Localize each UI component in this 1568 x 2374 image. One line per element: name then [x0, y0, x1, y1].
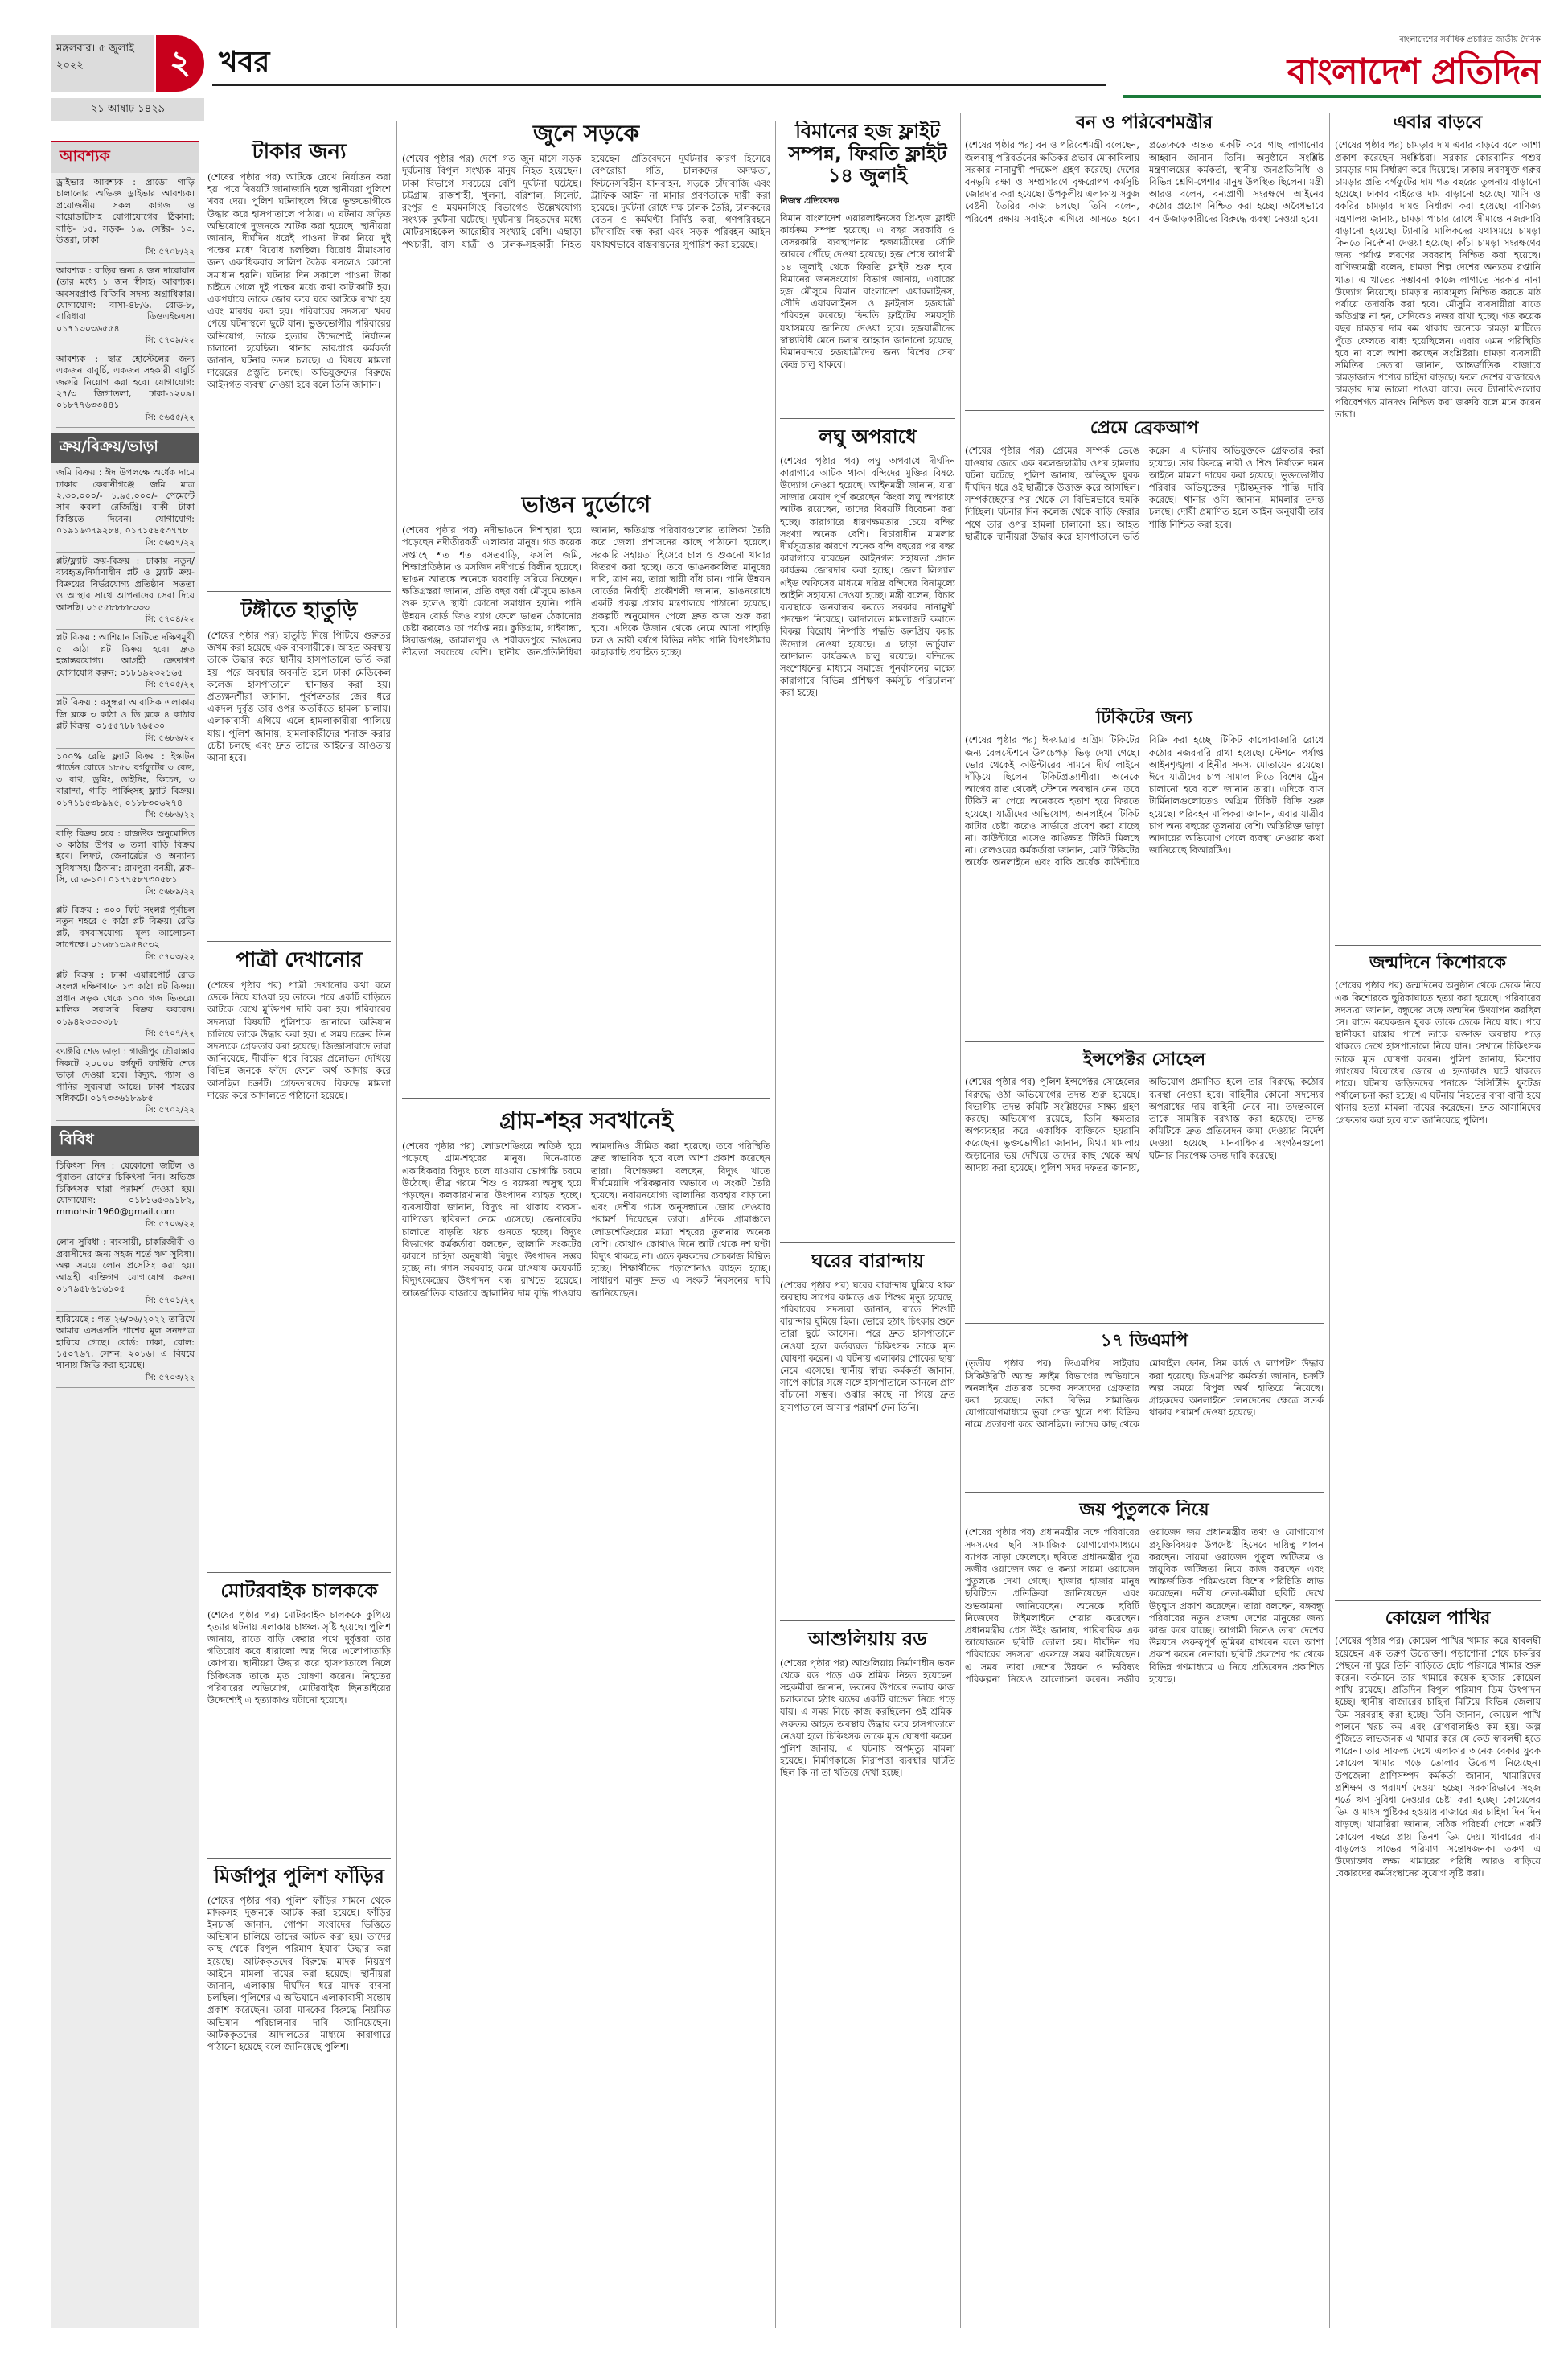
- article-body: (শেষের পৃষ্ঠার পর) লোডশেডিংয়ে অতিষ্ঠ হয়ে পড়েছে গ্রাম-শহরের মানুষ। দিনে-রাতে একাধিকবার বিদ্যুৎ চলে যাওয়ায় ভোগান্তি চরমে উঠেছে। তীব্র গরমে শিশু ও বয়স্করা অসুস্থ হয়ে পড়ছেন। কলকারখানার উৎপাদন ব্যাহত হচ্ছে। ব্যবসায়ীরা জানান, বিদ্যুৎ না থাকায় ব্যবসা-বাণিজ্যে স্থবিরতা নেমে এসেছে। জেনারেটর চালাতে বাড়তি খরচ গুনতে হচ্ছে। বিদ্যুৎ বিভাগের কর্মকর্তারা বলছেন, জ্বালানি সংকটের কারণে চাহিদা অনুযায়ী বিদ্যুৎ উৎপাদন সম্ভব হচ্ছে না। গ্যাস সরবরাহ কমে যাওয়ায় কয়েকটি বিদ্যুৎকেন্দ্রের উৎপাদন বন্ধ রাখতে হয়েছে। আন্তর্জাতিক বাজারে জ্বালানির দাম বৃদ্ধি পাওয়ায় আমদানিও সীমিত করা হয়েছে। তবে পরিস্থিতি দ্রুত স্বাভাবিক হবে বলে আশা প্রকাশ করেছেন তারা। বিশেষজ্ঞরা বলছেন, বিদ্যুৎ খাতে দীর্ঘমেয়াদি পরিকল্পনার অভাবে এ সংকট তৈরি হয়েছে। নবায়নযোগ্য জ্বালানির ব্যবহার বাড়ানো এবং দেশীয় গ্যাস অনুসন্ধানে জোর দেওয়ার পরামর্শ দিয়েছেন তারা। এদিকে গ্রামাঞ্চলে লোডশেডিংয়ের মাত্রা শহরের তুলনায় অনেক বেশি। কোথাও কোথাও দিনে আট থেকে দশ ঘণ্টা বিদ্যুৎ থাকছে না। এতে কৃষকদের সেচকাজ বিঘ্নিত হচ্ছে। শিক্ষার্থীদের পড়াশোনাও ব্যাহত হচ্ছে। সাধারণ মানুষ দ্রুত এ সংকট নিরসনের দাবি জানিয়েছেন।: [402, 1140, 770, 1299]
- classified-text: চিকিৎসা নিন : যেকোনো জটিল ও পুরাতন রোগের চিকিৎসা নিন। অভিজ্ঞ চিকিৎসক দ্বারা পরামর্শ দেওয়া হয়। যোগাযোগ: ০১৮১৬৫৩৯১৮২, mmohsin1960@gmail.com: [56, 1160, 195, 1218]
- headline: জুনে সড়কে: [532, 121, 640, 146]
- classified-code: সি: ৫৬৫৫/২২: [145, 412, 195, 422]
- article-body: (শেষের পৃষ্ঠার পর) পুলিশ ফাঁড়ির সামনে থেকে মাদকসহ দুজনকে আটক করা হয়েছে। ফাঁড়ির ইনচার্জ জানান, গোপন সংবাদের ভিত্তিতে অভিযান চালিয়ে তাদের আটক করা হয়। তাদের কাছ থেকে বিপুল পরিমাণ ইয়াবা উদ্ধার করা হয়েছে। আটককৃতদের বিরুদ্ধে মাদক নিয়ন্ত্রণ আইনে মামলা দায়ের করা হয়েছে। স্থানীয়রা জানান, এলাকায় দীর্ঘদিন ধরে মাদক ব্যবসা চলছিল। পুলিশের এ অভিযানে এলাকাবাসী সন্তোষ প্রকাশ করেছেন। তারা মাদকের বিরুদ্ধে নিয়মিত অভিযান পরিচালনার দাবি জানিয়েছেন। আটককৃতদের আদালতের মাধ্যমে কারাগারে পাঠানো হয়েছে বলে জানিয়েছে পুলিশ।: [207, 1894, 391, 2053]
- classified-code: সি: ৫৬৮৬/২২: [145, 733, 195, 743]
- classifieds-buysell-list: [56, 465, 195, 1121]
- article-body: (শেষের পৃষ্ঠার পর) বন ও পরিবেশমন্ত্রী বলেছেন, জলবায়ু পরিবর্তনের ক্ষতিকর প্রভাব মোকাবিলায় সরকার নানামুখী পদক্ষেপ গ্রহণ করেছে। দেশের বনভূমি রক্ষা ও সম্প্রসারণে বৃক্ষরোপণ কর্মসূচি জোরদার করা হয়েছে। উপকূলীয় এলাকায় সবুজ বেষ্টনী তৈরির কাজ চলছে। তিনি বলেন, পরিবেশ রক্ষায় সবাইকে এগিয়ে আসতে হবে। প্রত্যেককে অন্তত একটি করে গাছ লাগানোর আহ্বান জানান তিনি। অনুষ্ঠানে সংশ্লিষ্ট মন্ত্রণালয়ের কর্মকর্তা, স্থানীয় জনপ্রতিনিধি ও বিভিন্ন শ্রেণি-পেশার মানুষ উপস্থিত ছিলেন। মন্ত্রী আরও বলেন, বন্যপ্রাণী সংরক্ষণে আইনের কঠোর প্রয়োগ নিশ্চিত করা হচ্ছে। অবৈধভাবে বন উজাড়কারীদের বিরুদ্ধে ব্যবস্থা নেওয়া হবে।: [965, 139, 1324, 224]
- article-mirzapur: [207, 1866, 391, 2328]
- classified-code: সি: ৫৭০৩/২২: [145, 951, 195, 962]
- classified-text: আবশ্যক : ছাত্র হোস্টেলের জন্য একজন বাবুর্চি, একজন সহকারী বাবুর্চি জরুরি নিয়োগ করা হবে। যোগাযোগ: ২৭/৩ জিগাতলা, ঢাকা-১২০৯। ০১৮৭৭৬৩৩৪৪১: [56, 353, 195, 411]
- article-body: (শেষের পৃষ্ঠার পর) ঘরের বারান্দায় ঘুমিয়ে থাকা অবস্থায় সাপের কামড়ে এক শিশুর মৃত্যু হয়েছে। পরিবারের সদস্যরা জানান, রাতে শিশুটি বারান্দায় ঘুমিয়ে ছিল। ভোরে হঠাৎ চিৎকার শুনে তারা ছুটে আসেন। পরে দ্রুত হাসপাতালে নেওয়া হলে কর্তব্যরত চিকিৎসক তাকে মৃত ঘোষণা করেন। এ ঘটনায় এলাকায় শোকের ছায়া নেমে এসেছে। স্থানীয় স্বাস্থ্য কর্মকর্তা জানান, সাপে কাটার সঙ্গে সঙ্গে হাসপাতালে আনলে প্রাণ বাঁচানো সম্ভব। ওঝার কাছে না গিয়ে দ্রুত হাসপাতালে আসার পরামর্শ দেন তিনি।: [780, 1279, 955, 1413]
- article-dmp: [965, 1331, 1324, 1488]
- column-rule: [396, 121, 397, 2328]
- headline: পাত্রী দেখানোর: [236, 949, 363, 972]
- classified-text: প্লট বিক্রয় : ঢাকা এয়ারপোর্ট রোড সংলগ্ন দক্ষিণখানে ১৩ কাঠা প্লট বিক্রয়। প্রধান সড়ক থেকে ১০০ গজ ভিতরে। মালিক সরাসরি বিক্রয় করবেন। ০১৯৪২৩৩৩৩৮৮: [56, 969, 195, 1027]
- divider: [1335, 945, 1541, 946]
- headline: ১৭ ডিএমপি: [1100, 1331, 1188, 1351]
- classified-text: জমি বিক্রয় : ঈদ উপলক্ষে অর্ধেক দামে ঢাকার কেরানীগঞ্জে জমি মাত্র ২,৩০,০০০/- ১,৯৫,০০০/- পেমেন্টে সাব কবলা রেজিস্ট্রি। বাকী টাকা কিস্তিতে দিবেন। যোগাযোগ: ০১৯১৬৩৭৯২৮৪, ০১৭১৫৪৫৩৭৭৮: [56, 467, 195, 536]
- column-rule: [1329, 113, 1330, 2328]
- article-body: (শেষের পৃষ্ঠার পর) দেশে গত জুন মাসে সড়ক দুর্ঘটনায় বিপুল সংখ্যক মানুষ নিহত হয়েছেন। ঢাকা বিভাগে সবচেয়ে বেশি দুর্ঘটনা ঘটেছে। চট্টগ্রাম, রাজশাহী, খুলনা, বরিশাল, সিলেট, রংপুর ও ময়মনসিংহ বিভাগেও উল্লেখযোগ্য সংখ্যক দুর্ঘটনা ঘটেছে। দুর্ঘটনায় নিহতদের মধ্যে মোটরসাইকেল আরোহীর সংখ্যাই বেশি। এছাড়া পথচারী, বাস যাত্রী ও চালক-সহকারী নিহত হয়েছেন। প্রতিবেদনে দুর্ঘটনার কারণ হিসেবে বেপরোয়া গতি, চালকদের অদক্ষতা, ফিটনেসবিহীন যানবাহন, সড়কে চাঁদাবাজি এবং ট্রাফিক আইন না মানার প্রবণতাকে দায়ী করা হয়েছে। দুর্ঘটনা রোধে দক্ষ চালক তৈরি, চালকদের বেতন ও কর্মঘণ্টা নির্দিষ্ট করা, গণপরিবহনে চাঁদাবাজি বন্ধ করা এবং সড়ক পরিবহন আইন যথাযথভাবে বাস্তবায়নের সুপারিশ করা হয়েছে।: [402, 153, 770, 250]
- headline: বন ও পরিবেশমন্ত্রীর: [1075, 113, 1213, 133]
- article-body: (শেষের পৃষ্ঠার পর) হাতুড়ি দিয়ে পিটিয়ে গুরুতর জখম করা হয়েছে এক ব্যবসায়ীকে। আহত অবস্থায় তাকে উদ্ধার করে স্থানীয় হাসপাতালে ভর্তি করা হয়। পরে অবস্থার অবনতি হলে ঢাকা মেডিকেল কলেজ হাসপাতালে স্থানান্তর করা হয়। প্রত্যক্ষদর্শীরা জানান, পূর্বশত্রুতার জের ধরে একদল দুর্বৃত্ত তার ওপর অতর্কিতে হামলা চালায়। এলাকাবাসী এগিয়ে এলে হামলাকারীরা পালিয়ে যায়। পুলিশ জানায়, হামলাকারীদের শনাক্ত করার চেষ্টা চলছে এবং দ্রুত তাদের আইনের আওতায় আনা হবে।: [207, 629, 391, 763]
- article-body: (শেষের পৃষ্ঠার পর) জন্মদিনের অনুষ্ঠান থেকে ডেকে নিয়ে এক কিশোরকে ছুরিকাঘাতে হত্যা করা হয়েছে। পরিবারের সদস্যরা জানান, বন্ধুদের সঙ্গে জন্মদিন উদযাপন করছিল সে। রাতে কয়েকজন যুবক তাকে ডেকে নিয়ে যায়। পরে স্থানীয়রা রাস্তার পাশে তাকে রক্তাক্ত অবস্থায় পড়ে থাকতে দেখে হাসপাতালে নিয়ে যান। সেখানে চিকিৎসক তাকে মৃত ঘোষণা করেন। পুলিশ জানায়, কিশোর গ্যাংয়ের বিরোধের জেরে এ হত্যাকাণ্ড ঘটে থাকতে পারে। ঘটনায় জড়িতদের শনাক্তে সিসিটিভি ফুটেজ পর্যালোচনা করা হচ্ছে। এ ঘটনায় নিহতের বাবা বাদী হয়ে থানায় হত্যা মামলা দায়ের করেছেন। দ্রুত আসামিদের গ্রেফতার করা হবে বলে জানিয়েছে পুলিশ।: [1335, 980, 1541, 1126]
- classified-text: প্লট/ফ্ল্যাট ক্রয়-বিক্রয় : ঢাকায় নতুন/ব্যবহৃত/নির্মাণাধীন প্লট ও ফ্ল্যাট ক্রয়-বিক্রয়ের নির্ভরযোগ্য প্রতিষ্ঠান। সততা ও আস্থার সাথে আপনাদের সেবা দিয়ে আসছি। ০১৫৫৮৮৮৮৩৩৩: [56, 555, 195, 613]
- article-patri: [207, 949, 391, 1568]
- classified-item: [56, 351, 195, 428]
- divider: [207, 941, 391, 942]
- byline: নিজস্ব প্রতিবেদক: [780, 195, 839, 206]
- classifieds-column: [51, 141, 199, 2328]
- classified-code: সি: ৫৭০৩/২২: [145, 1372, 195, 1382]
- classified-code: সি: ৫৭০৯/২২: [145, 335, 195, 346]
- divider: [1335, 1600, 1541, 1601]
- headline: এবার বাড়বে: [1393, 113, 1483, 133]
- classified-code: সি: ৫৭০৬/২২: [145, 1218, 195, 1229]
- article-laghu: [780, 426, 955, 1238]
- classified-item: [56, 1312, 195, 1388]
- classified-item: [56, 826, 195, 902]
- classifieds-wanted-list: [56, 175, 195, 428]
- classified-text: আবশ্যক : বাড়ির জন্য ৪ জন দারোয়ান (তার মধ্যে ১ জন স্বীসহ) আবশ্যক। অবসরপ্রাপ্ত বিজিবি সদস্য অগ্রাধিকার। যোগাযোগ: বাসা-৪৮/৬, রোড-৮, বারিধারা ডিওএইচএস। ০১৭১৩০৩৬৫৫৪: [56, 265, 195, 334]
- headline: গ্রাম-শহর সবখানেই: [499, 1108, 673, 1134]
- article-bon: [965, 113, 1324, 406]
- headline: ঘরের বারান্দায়: [811, 1251, 925, 1272]
- page-number-badge: [156, 35, 204, 92]
- divider: [207, 591, 391, 592]
- classified-text: ফ্যাক্টরি শেড ভাড়া : গাজীপুর চৌরাস্তার নিকটে ২০০০০ বর্গফুট ফ্যাক্টরি শেড ভাড়া দেওয়া হবে। বিদ্যুৎ, গ্যাস ও পানির সুব্যবস্থা আছে। ঢাকা শহরের সন্নিকটে। ০১৭৩৩৬১৮৯৮৫: [56, 1046, 195, 1104]
- headline: বিমানের হজ ফ্লাইট সম্পন্ন, ফিরতি ফ্লাইট ১৪ জুলাই: [788, 121, 947, 187]
- article-joy: [965, 1500, 1324, 2328]
- classified-code: সি: ৫৭০১/২২: [145, 1296, 195, 1306]
- divider: [965, 1041, 1324, 1042]
- header-rule: [212, 84, 1106, 86]
- headline: আশুলিয়ায় রড: [808, 1629, 927, 1650]
- article-tongi: [207, 599, 391, 937]
- headline: টাকার জন্য: [252, 141, 347, 164]
- headline: টঙ্গীতে হাতুড়ি: [240, 599, 358, 622]
- masthead: [51, 34, 1541, 122]
- classified-item: [56, 749, 195, 825]
- classified-text: ১০০% রেডি ফ্ল্যাট বিক্রয় : ইস্কাটন গার্ডেন রোডে ১৮৫০ বর্গফুটের ৩ বেড, ৩ বাথ, ড্রয়িং, ডাইনিং, কিচেন, ৩ বারান্দা, গাড়ি পার্কিংসহ ফ্ল্যাট বিক্রয়। ০১৭১১৫৩৮৯৯৫, ০১৮৮৩০৬২৭৪: [56, 751, 195, 808]
- article-body: (শেষের পৃষ্ঠার পর) আটকে রেখে নির্যাতন করা হয়। পরে বিষয়টি জানাজানি হলে স্থানীয়রা পুলিশে খবর দেয়। পুলিশ ঘটনাস্থলে গিয়ে ভুক্তভোগীকে উদ্ধার করে হাসপাতালে পাঠায়। এ ঘটনায় জড়িত অভিযোগে দুজনকে আটক করা হয়েছে। স্থানীয়রা জানান, দীর্ঘদিন ধরেই পাওনা টাকা নিয়ে দুই পক্ষের মধ্যে বিরোধ চলছিল। বিরোধ মীমাংসার জন্য একাধিকবার সালিশ বৈঠক বসলেও কোনো সমাধান হয়নি। ঘটনার দিন সকালে পাওনা টাকা চাইতে গেলে দুই পক্ষের মধ্যে কথা কাটাকাটি হয়। একপর্যায়ে তাকে জোর করে ঘরে আটকে রাখা হয় এবং মারধর করা হয়। পরিবারের সদস্যরা খবর পেয়ে ঘটনাস্থলে ছুটে যান। ভুক্তভোগীর পরিবারের অভিযোগ, তাকে হত্যার উদ্দেশ্যেই নির্যাতন চালানো হয়েছিল। থানার ভারপ্রাপ্ত কর্মকর্তা জানান, ঘটনার তদন্ত চলছে। এ বিষয়ে মামলা দায়েরের প্রস্তুতি চলছে। অভিযুক্তদের বিরুদ্ধে আইনগত ব্যবস্থা নেওয়া হবে বলে তিনি জানান।: [207, 170, 391, 391]
- headline: প্রেমে ব্রেকআপ: [1090, 418, 1199, 438]
- divider: [207, 1858, 391, 1859]
- classified-item: [56, 263, 195, 351]
- headline: ভাঙন দুর্ভোগে: [521, 492, 651, 518]
- article-body: (শেষের পৃষ্ঠার পর) পুলিশ ইন্সপেক্টর সোহেলের বিরুদ্ধে ওঠা অভিযোগের তদন্ত শুরু হয়েছে। বিভাগীয় তদন্ত কমিটি সংশ্লিষ্টদের সাক্ষ্য গ্রহণ করছে। অভিযোগ রয়েছে, তিনি ক্ষমতার অপব্যবহার করে একাধিক ব্যক্তিকে হয়রানি করেছেন। ভুক্তভোগীরা জানান, মিথ্যা মামলায় জড়ানোর ভয় দেখিয়ে তাদের কাছ থেকে অর্থ আদায় করা হয়েছে। পুলিশ সদর দফতর জানায়, অভিযোগ প্রমাণিত হলে তার বিরুদ্ধে কঠোর ব্যবস্থা নেওয়া হবে। বাহিনীর কোনো সদস্যের অপরাধের দায় বাহিনী নেবে না। তদন্তকালে তাকে সাময়িক বরখাস্ত করা হয়েছে। তদন্ত কমিটিকে দ্রুত প্রতিবেদন জমা দেওয়ার নির্দেশ দেওয়া হয়েছে। মানবাধিকার সংগঠনগুলো ঘটনার নিরপেক্ষ তদন্ত দাবি করেছে।: [965, 1076, 1324, 1173]
- article-takar: [207, 141, 391, 587]
- article-body: (শেষের পৃষ্ঠার পর) মোটরবাইক চালককে কুপিয়ে হত্যার ঘটনায় এলাকায় চাঞ্চল্য সৃষ্টি হয়েছে। পুলিশ জানায়, রাতে বাড়ি ফেরার পথে দুর্বৃত্তরা তার গতিরোধ করে ধারালো অস্ত্র দিয়ে এলোপাতাড়ি কোপায়। স্থানীয়রা উদ্ধার করে হাসপাতালে নিলে চিকিৎসক তাকে মৃত ঘোষণা করেন। নিহতের পরিবারের অভিযোগ, মোটরবাইক ছিনতাইয়ের উদ্দেশ্যেই এ হত্যাকাণ্ড ঘটানো হয়েছে।: [207, 1608, 391, 1707]
- brand-underline: [1123, 95, 1541, 98]
- article-ticket: [965, 708, 1324, 1037]
- headline: জয় পুতুলকে নিয়ে: [1079, 1500, 1209, 1520]
- headline: লঘু অপরাধে: [819, 426, 917, 448]
- article-body: (শেষের পৃষ্ঠার পর) নদীভাঙনে দিশাহারা হয়ে পড়েছেন নদীতীরবর্তী এলাকার মানুষ। গত কয়েক সপ্তাহে শত শত বসতবাড়ি, ফসলি জমি, শিক্ষাপ্রতিষ্ঠান ও মসজিদ নদীগর্ভে বিলীন হয়েছে। ভাঙন আতঙ্কে অনেকে ঘরবাড়ি সরিয়ে নিচ্ছেন। ক্ষতিগ্রস্তরা জানান, প্রতি বছর বর্ষা মৌসুমে ভাঙন শুরু হলেও স্থায়ী কোনো সমাধান হয়নি। পানি উন্নয়ন বোর্ড জিও ব্যাগ ফেলে ভাঙন ঠেকানোর চেষ্টা করলেও তা পর্যাপ্ত নয়। কুড়িগ্রাম, গাইবান্ধা, সিরাজগঞ্জ, জামালপুর ও শরীয়তপুরে ভাঙনের তীব্রতা সবচেয়ে বেশি। স্থানীয় জনপ্রতিনিধিরা জানান, ক্ষতিগ্রস্ত পরিবারগুলোর তালিকা তৈরি করে জেলা প্রশাসনের কাছে পাঠানো হয়েছে। সরকারি সহায়তা হিসেবে চাল ও শুকনো খাবার বিতরণ করা হচ্ছে। তবে ভাঙনকবলিত মানুষের দাবি, ত্রাণ নয়, তারা স্থায়ী বাঁধ চান। পানি উন্নয়ন বোর্ডের নির্বাহী প্রকৌশলী জানান, ভাঙনরোধে একটি প্রকল্প প্রস্তাব মন্ত্রণালয়ে পাঠানো হয়েছে। প্রকল্পটি অনুমোদন পেলে দ্রুত কাজ শুরু করা হবে। এদিকে উজান থেকে নেমে আসা পাহাড়ি ঢল ও ভারী বর্ষণে বিভিন্ন নদীর পানি বিপৎসীমার কাছাকাছি প্রবাহিত হচ্ছে।: [402, 524, 770, 659]
- classifieds-misc-list: [56, 1158, 195, 1388]
- headline: ইন্সপেক্টর সোহেল: [1082, 1049, 1206, 1070]
- article-body: বিমান বাংলাদেশ এয়ারলাইনসের প্রি-হজ ফ্লাইট কার্যক্রম সম্পন্ন হয়েছে। এ বছর সরকারি ও বেসরকারি ব্যবস্থাপনায় হজযাত্রীদের সৌদি আরবে পৌঁছে দেওয়া হয়েছে। হজ শেষে আগামী ১৪ জুলাই থেকে ফিরতি ফ্লাইট শুরু হবে। বিমানের জনসংযোগ বিভাগ জানায়, এবারের হজ মৌসুমে বিমান বাংলাদেশ এয়ারলাইনস, সৌদি এয়ারলাইনস ও ফ্লাইনাস হজযাত্রী পরিবহন করেছে। ফিরতি ফ্লাইটের সময়সূচি যথাসময়ে জানিয়ে দেওয়া হবে। হজযাত্রীদের স্বাস্থ্যবিধি মেনে চলার আহ্বান জানানো হয়েছে। বিমানবন্দরে হজযাত্রীদের জন্য বিশেষ সেবা কেন্দ্র চালু থাকবে।: [780, 212, 955, 371]
- headline: জন্মদিনে কিশোরকে: [1369, 953, 1507, 973]
- article-body: (শেষের পৃষ্ঠার পর) চামড়ার দাম এবার বাড়বে বলে আশা প্রকাশ করেছেন সংশ্লিষ্টরা। সরকার কোরবানির পশুর চামড়ার দাম নির্ধারণ করে দিয়েছে। ঢাকায় লবণযুক্ত গরুর চামড়ার প্রতি বর্গফুটের দাম গত বছরের তুলনায় বাড়ানো হয়েছে। ঢাকার বাইরেও দাম বাড়ানো হয়েছে। খাসি ও বকরির চামড়ার দামও নির্ধারণ করা হয়েছে। বাণিজ্য মন্ত্রণালয় জানায়, চামড়া পাচার রোধে সীমান্তে নজরদারি বাড়ানো হয়েছে। ট্যানারি মালিকদের যথাসময়ে চামড়া কিনতে নির্দেশনা দেওয়া হয়েছে। কাঁচা চামড়া সংরক্ষণের জন্য পর্যাপ্ত লবণের সরবরাহ নিশ্চিত করা হয়েছে। বাণিজ্যমন্ত্রী বলেন, চামড়া শিল্প দেশের অন্যতম রপ্তানি খাত। এ খাতের সম্ভাবনা কাজে লাগাতে সরকার নানা উদ্যোগ নিয়েছে। চামড়ার ন্যায্যমূল্য নিশ্চিত করতে মাঠ পর্যায়ে তদারকি করা হবে। মৌসুমি ব্যবসায়ীরা যাতে ক্ষতিগ্রস্ত না হন, সেদিকেও নজর রাখা হচ্ছে। গত কয়েক বছর চামড়ার দাম কম থাকায় অনেকে চামড়া মাটিতে পুঁতে ফেলতে বাধ্য হয়েছিলেন। এবার এমন পরিস্থিতি হবে না বলে আশা করছেন সংশ্লিষ্টরা। চামড়া ব্যবসায়ী সমিতির নেতারা জানান, আন্তর্জাতিক বাজারে চামড়াজাত পণ্যের চাহিদা বাড়ছে। ফলে দেশের বাজারেও চামড়ার দাম ভালো পাওয়া যাবে। তবে ট্যানারিগুলোর পরিবেশগত মানদণ্ড নিশ্চিত করা জরুরি বলে মনে করেন তারা।: [1335, 139, 1541, 420]
- classified-item: [56, 967, 195, 1044]
- headline: মোটরবাইক চালককে: [220, 1580, 378, 1602]
- classified-text: ড্রাইভার আবশ্যক : প্রাডো গাড়ি চালানোর অভিজ্ঞ ড্রাইভার আবশ্যক। প্রয়োজনীয় সকল কাগজ ও বায়োডাটাসহ যোগাযোগের ঠিকানা: বাড়ি- ১৫, সড়ক- ১৯, সেক্টর- ১৩, উত্তরা, ঢাকা।: [56, 177, 195, 246]
- article-body: (তৃতীয় পৃষ্ঠার পর) ডিএমপির সাইবার সিকিউরিটি অ্যান্ড ক্রাইম বিভাগের অভিযানে অনলাইন প্রতারক চক্রের সদস্যদের গ্রেফতার করা হয়েছে। তারা বিভিন্ন সামাজিক যোগাযোগমাধ্যমে ভুয়া পেজ খুলে পণ্য বিক্রির নামে প্রতারণা করে আসছিল। তাদের কাছ থেকে মোবাইল ফোন, সিম কার্ড ও ল্যাপটপ উদ্ধার করা হয়েছে। ডিএমপির কর্মকর্তা জানান, চক্রটি অল্প সময়ে বিপুল অর্থ হাতিয়ে নিয়েছে। গ্রাহকদের অনলাইনে লেনদেনের ক্ষেত্রে সতর্ক থাকার পরামর্শ দেওয়া হয়েছে।: [965, 1357, 1324, 1431]
- divider: [965, 410, 1324, 411]
- article-june: [402, 121, 770, 474]
- headline: কোয়েল পাখির: [1385, 1608, 1491, 1629]
- classified-code: সি: ৫৬৮৯/২২: [145, 886, 195, 897]
- divider: [780, 418, 955, 419]
- headline: টিকিটের জন্য: [1096, 708, 1192, 728]
- date-box: [51, 35, 154, 92]
- section-title: খবর: [219, 46, 270, 79]
- divider: [965, 1323, 1324, 1324]
- classified-text: লোন সুবিধা : ব্যবসায়ী, চাকরিজীবী ও প্রবাসীদের জন্য সহজ শর্তে ঋণ সুবিধা। অল্প সময়ে লোন প্রসেসিং করা হয়। আগ্রহী ব্যক্তিগণ যোগাযোগ করুন। ০১৭৯৫৮৬১৬১০৫: [56, 1237, 195, 1294]
- brand-logo: বাংলাদেশ প্রতিদিন: [1287, 51, 1541, 92]
- classified-heading-wanted: আবশ্যক: [51, 141, 199, 173]
- classified-text: প্লট বিক্রয় : ৩০০ ফিট সংলগ্ন পূর্বাচল নতুন শহরে ৫ কাঠা প্লট বিক্রয়। রেডি প্লট, বসবাসযোগ্য। মূল্য আলোচনা সাপেক্ষে। ০১৬৮১৩৯৫৪৫৩২: [56, 904, 195, 951]
- classified-code: সি: ৫৭০২/২২: [145, 1105, 195, 1115]
- brand-tagline: বাংলাদেশের সর্বাধিক প্রচারিত জাতীয় দৈনিক: [1399, 35, 1541, 44]
- classified-code: সি: ৫৭০৭/২২: [145, 1029, 195, 1038]
- article-body: (শেষের পৃষ্ঠার পর) পাত্রী দেখানোর কথা বলে ডেকে নিয়ে যাওয়া হয় তাকে। পরে একটি বাড়িতে আটকে রেখে মুক্তিপণ দাবি করা হয়। পরিবারের সদস্যরা বিষয়টি পুলিশকে জানালে অভিযান চালিয়ে তাকে উদ্ধার করা হয়। এ সময় চক্রের তিন সদস্যকে গ্রেফতার করা হয়েছে। জিজ্ঞাসাবাদে তারা জানিয়েছে, দীর্ঘদিন ধরে বিয়ের প্রলোভন দেখিয়ে বিভিন্ন জনকে ফাঁদে ফেলে অর্থ আদায় করে আসছিল চক্রটি। গ্রেফতারদের বিরুদ্ধে মামলা দায়ের করে আদালতে পাঠানো হয়েছে।: [207, 979, 391, 1101]
- date-line: মঙ্গলবার। ৫ জুলাই ২০২২: [56, 43, 134, 72]
- article-bhangan: [402, 492, 770, 1087]
- column-rule: [960, 113, 961, 2328]
- classified-item: [56, 553, 195, 630]
- article-body: (শেষের পৃষ্ঠার পর) ঈদযাত্রার অগ্রিম টিকিটের জন্য রেলস্টেশনে উপচেপড়া ভিড় দেখা গেছে। ভোর থেকেই কাউন্টারের সামনে দীর্ঘ লাইনে দাঁড়িয়ে ছিলেন টিকিটপ্রত্যাশীরা। অনেকে আগের রাত থেকেই স্টেশনে অবস্থান নেন। তবে টিকিট না পেয়ে অনেককে হতাশ হয়ে ফিরতে হয়েছে। যাত্রীদের অভিযোগ, অনলাইনে টিকিট কাটার চেষ্টা করেও সার্ভারে প্রবেশ করা যাচ্ছে না। কাউন্টারে এসেও কাঙ্ক্ষিত টিকিট মিলছে না। রেলওয়ের কর্মকর্তারা জানান, মোট টিকিটের অর্ধেক অনলাইনে এবং বাকি অর্ধেক কাউন্টারে বিক্রি করা হচ্ছে। টিকিট কালোবাজারি রোধে কঠোর নজরদারি রাখা হয়েছে। স্টেশনে পর্যাপ্ত আইনশৃঙ্খলা বাহিনীর সদস্য মোতায়েন রয়েছে। ঈদে যাত্রীদের চাপ সামাল দিতে বিশেষ ট্রেন চালানো হবে বলে জানান তারা। এদিকে বাস টার্মিনালগুলোতেও অগ্রিম টিকিট বিক্রি শুরু হয়েছে। পরিবহন মালিকরা জানান, এবার যাত্রীর চাপ অন্য বছরের তুলনায় বেশি। অতিরিক্ত ভাড়া আদায়ের অভিযোগ পেলে ব্যবস্থা নেওয়ার কথা জানিয়েছে বিআরটিএ।: [965, 734, 1324, 869]
- classified-code: সি: ৫৬৮৬/২২: [145, 810, 195, 820]
- classified-item: [56, 630, 195, 695]
- article-ebar: [1335, 113, 1541, 941]
- article-body: (শেষের পৃষ্ঠার পর) আশুলিয়ায় নির্মাণাধীন ভবন থেকে রড পড়ে এক শ্রমিক নিহত হয়েছেন। সহকর্মীরা জানান, ভবনের উপরের তলায় কাজ চলাকালে হঠাৎ রডের একটি বান্ডেল নিচে পড়ে যায়। এ সময় নিচে কাজ করছিলেন ওই শ্রমিক। গুরুতর আহত অবস্থায় উদ্ধার করে হাসপাতালে নেওয়া হলে চিকিৎসক তাকে মৃত ঘোষণা করেন। পুলিশ জানায়, এ ঘটনায় অপমৃত্যু মামলা হয়েছে। নির্মাণকাজে নিরাপত্তা ব্যবস্থার ঘাটতি ছিল কি না তা খতিয়ে দেখা হচ্ছে।: [780, 1657, 955, 1779]
- article-jonmo: [1335, 953, 1541, 1596]
- article-preme: [965, 418, 1324, 696]
- divider: [780, 1242, 955, 1243]
- article-motor: [207, 1580, 391, 1854]
- article-gram: [402, 1108, 770, 2328]
- classified-item: [56, 175, 195, 263]
- classified-item: [56, 902, 195, 967]
- classified-text: প্লট বিক্রয় : আশিয়ান সিটিতে দক্ষিণমুখী ৫ কাঠা প্লট বিক্রয় হবে। দ্রুত হস্তান্তরযোগ্য। আগ্রহী ক্রেতাগণ যোগাযোগ করুন: ০১৮১৯২৩২১৬৫: [56, 632, 195, 678]
- article-body: (শেষের পৃষ্ঠার পর) কোয়েল পাখির খামার করে স্বাবলম্বী হয়েছেন এক তরুণ উদ্যোক্তা। পড়াশোনা শেষে চাকরির পেছনে না ঘুরে তিনি বাড়িতে ছোট পরিসরে খামার শুরু করেন। বর্তমানে তার খামারে কয়েক হাজার কোয়েল পাখি রয়েছে। প্রতিদিন বিপুল পরিমাণ ডিম উৎপাদন হচ্ছে। স্থানীয় বাজারের চাহিদা মিটিয়ে বিভিন্ন জেলায় ডিম সরবরাহ করা হচ্ছে। তিনি জানান, কোয়েল পাখি পালনে খরচ কম এবং রোগবালাইও কম হয়। অল্প পুঁজিতে লাভজনক এ খামার করে যে কেউ স্বাবলম্বী হতে পারেন। তার সাফল্য দেখে এলাকার অনেক বেকার যুবক কোয়েল খামার গড়ে তোলার উদ্যোগ নিয়েছেন। উপজেলা প্রাণিসম্পদ কর্মকর্তা জানান, খামারিদের প্রশিক্ষণ ও পরামর্শ দেওয়া হচ্ছে। সরকারিভাবে সহজ শর্তে ঋণ সুবিধা দেওয়ার চেষ্টা করা হচ্ছে। কোয়েলের ডিম ও মাংস পুষ্টিকর হওয়ায় বাজারে এর চাহিদা দিন দিন বাড়ছে। খামারিরা জানান, সঠিক পরিচর্যা পেলে একটি কোয়েল বছরে প্রায় তিনশ ডিম দেয়। খাবারের দাম বাড়লেও লাভের পরিমাণ সন্তোষজনক। তরুণ এ উদ্যোক্তার লক্ষ্য খামারের পরিধি আরও বাড়িয়ে বেকারদের কর্মসংস্থানের সুযোগ সৃষ্টি করা।: [1335, 1635, 1541, 1879]
- headline: মির্জাপুর পুলিশ ফাঁড়ির: [214, 1866, 384, 1887]
- classified-text: বাড়ি বিক্রয় হবে : রাজউক অনুমোদিত ৩ কাঠার উপর ৬ তলা বাড়ি বিক্রয় হবে। লিফট, জেনারেটর ও অন্যান্য সুবিধাসহ। ঠিকানা: রামপুরা বনশ্রী, ব্লক-সি, রোড-১০। ০১৭৭৫৮৭৩০৫৮১: [56, 828, 195, 885]
- classified-text: হারিয়েছে : গত ২৬/০৬/২০২২ তারিখে আমার এসএসসি পাশের মূল সনদপত্র হারিয়ে গেছে। বোর্ড: ঢাকা, রোল: ১৫০৭৬৭, সেশন: ২০১৬। এ বিষয়ে থানায় জিডি করা হয়েছে।: [56, 1313, 195, 1371]
- classified-heading-misc: বিবিধ: [51, 1126, 199, 1156]
- page-number: ২: [169, 43, 191, 81]
- article-body: (শেষের পৃষ্ঠার পর) প্রেমের সম্পর্ক ভেঙে যাওয়ার জেরে এক কলেজছাত্রীর ওপর হামলার ঘটনা ঘটেছে। পুলিশ জানায়, অভিযুক্ত যুবক দীর্ঘদিন ধরে ওই ছাত্রীকে উত্ত্যক্ত করে আসছিল। সম্পর্কচ্ছেদের পর থেকে সে বিভিন্নভাবে হুমকি দিচ্ছিল। ঘটনার দিন কলেজ থেকে বাড়ি ফেরার পথে তার ওপর হামলা চালানো হয়। আহত ছাত্রীকে স্থানীয়রা উদ্ধার করে হাসপাতালে ভর্তি করেন। এ ঘটনায় অভিযুক্তকে গ্রেফতার করা হয়েছে। তার বিরুদ্ধে নারী ও শিশু নির্যাতন দমন আইনে মামলা দায়ের করা হয়েছে। ভুক্তভোগীর পরিবার অভিযুক্তের দৃষ্টান্তমূলক শাস্তি দাবি করেছে। থানার ওসি জানান, মামলার তদন্ত চলছে। দোষী প্রমাণিত হলে আইন অনুযায়ী তার শাস্তি নিশ্চিত করা হবে।: [965, 445, 1324, 542]
- divider: [207, 1572, 391, 1573]
- divider: [965, 1492, 1324, 1493]
- classified-item: [56, 465, 195, 553]
- divider: [402, 1098, 770, 1099]
- article-ghorer: [780, 1251, 955, 1616]
- classified-code: সি: ৫৭০৮/২২: [145, 247, 195, 257]
- classified-item: [56, 1044, 195, 1120]
- date-line-bn: ২১ আষাঢ় ১৪২৯: [51, 98, 204, 121]
- article-ashulia: [780, 1629, 955, 2328]
- classified-item: [56, 1158, 195, 1234]
- classified-code: সি: ৫৭০৫/২২: [145, 680, 195, 690]
- classified-item: [56, 695, 195, 749]
- article-koyel: [1335, 1608, 1541, 2328]
- article-body: (শেষের পৃষ্ঠার পর) প্রধানমন্ত্রীর সঙ্গে পরিবারের সদস্যদের ছবি সামাজিক যোগাযোগমাধ্যমে ব্যাপক সাড়া ফেলেছে। ছবিতে প্রধানমন্ত্রীর পুত্র সজীব ওয়াজেদ জয় ও কন্যা সায়মা ওয়াজেদ পুতুলকে দেখা গেছে। হাজার হাজার মানুষ ছবিটিতে প্রতিক্রিয়া জানিয়েছেন এবং শুভকামনা জানিয়েছেন। অনেকে ছবিটি নিজেদের টাইমলাইনে শেয়ার করেছেন। প্রধানমন্ত্রীর প্রেস উইং জানায়, পারিবারিক এক আয়োজনে ছবিটি তোলা হয়। দীর্ঘদিন পর পরিবারের সদস্যরা একসঙ্গে সময় কাটিয়েছেন। এ সময় তারা দেশের উন্নয়ন ও ভবিষ্যৎ পরিকল্পনা নিয়েও আলোচনা করেন। সজীব ওয়াজেদ জয় প্রধানমন্ত্রীর তথ্য ও যোগাযোগ প্রযুক্তিবিষয়ক উপদেষ্টা হিসেবে দায়িত্ব পালন করছেন। সায়মা ওয়াজেদ পুতুল অটিজম ও স্নায়ুবিক জটিলতা নিয়ে কাজ করছেন এবং আন্তর্জাতিক পরিমণ্ডলে বিশেষ পরিচিতি লাভ করেছেন। দলীয় নেতা-কর্মীরা ছবিটি দেখে উচ্ছ্বাস প্রকাশ করেছেন। তারা বলছেন, বঙ্গবন্ধু পরিবারের নতুন প্রজন্ম দেশের মানুষের জন্য কাজ করে যাচ্ছে। আগামী দিনেও তারা দেশের উন্নয়নে গুরুত্বপূর্ণ ভূমিকা রাখবেন বলে আশা প্রকাশ করেন নেতারা। ছবিটি প্রকাশের পর থেকে বিভিন্ন গণমাধ্যমে এ নিয়ে প্রতিবেদন প্রকাশিত হয়েছে।: [965, 1526, 1324, 1685]
- article-hajj: [780, 121, 955, 414]
- classified-heading-buysell: ক্রয়/বিক্রয়/ভাড়া: [51, 433, 199, 463]
- article-inspector: [965, 1049, 1324, 1319]
- classified-code: সি: ৫৭০৪/২২: [145, 614, 195, 624]
- classified-code: সি: ৫৬৫৭/২২: [145, 537, 195, 548]
- classified-item: [56, 1234, 195, 1311]
- article-body: (শেষের পৃষ্ঠার পর) লঘু অপরাধে দীর্ঘদিন কারাগারে আটক থাকা বন্দিদের মুক্তির বিষয়ে উদ্যোগ নেওয়া হয়েছে। আইনমন্ত্রী জানান, যারা সাজার মেয়াদ পূর্ণ করেছেন কিংবা লঘু অপরাধে আটক রয়েছেন, তাদের বিষয়টি বিবেচনা করা হচ্ছে। কারাগারে ধারণক্ষমতার চেয়ে বন্দির সংখ্যা অনেক বেশি। বিচারাধীন মামলার দীর্ঘসূত্রতার কারণে অনেক বন্দি বছরের পর বছর কারাগারে রয়েছেন। আইনগত সহায়তা প্রদান কার্যক্রম জোরদার করা হচ্ছে। জেলা লিগ্যাল এইড অফিসের মাধ্যমে দরিদ্র বন্দিদের বিনামূল্যে আইনি সহায়তা দেওয়া হচ্ছে। মন্ত্রী বলেন, বিচার ব্যবস্থাকে জনবান্ধব করতে সরকার নানামুখী পদক্ষেপ নিয়েছে। আদালতে মামলাজট কমাতে বিকল্প বিরোধ নিষ্পত্তি পদ্ধতি জনপ্রিয় করার উদ্যোগ নেওয়া হয়েছে। এ ছাড়া ভার্চুয়াল আদালত কার্যক্রমও চালু রয়েছে। বন্দিদের সংশোধনের মাধ্যমে সমাজে পুনর্বাসনের লক্ষ্যে কারাগারে বিভিন্ন প্রশিক্ষণ কর্মসূচি পরিচালনা করা হচ্ছে।: [780, 454, 955, 699]
- column-rule: [775, 121, 776, 2328]
- classified-text: প্লট বিক্রয় : বসুন্ধরা আবাসিক এলাকায় জি ব্লকে ৩ কাঠা ও ডি ব্লকে ৪ কাঠার প্লট বিক্রয়। ০১৫৫৭৮৮৭৬৫৩০: [56, 697, 195, 732]
- divider: [780, 1620, 955, 1621]
